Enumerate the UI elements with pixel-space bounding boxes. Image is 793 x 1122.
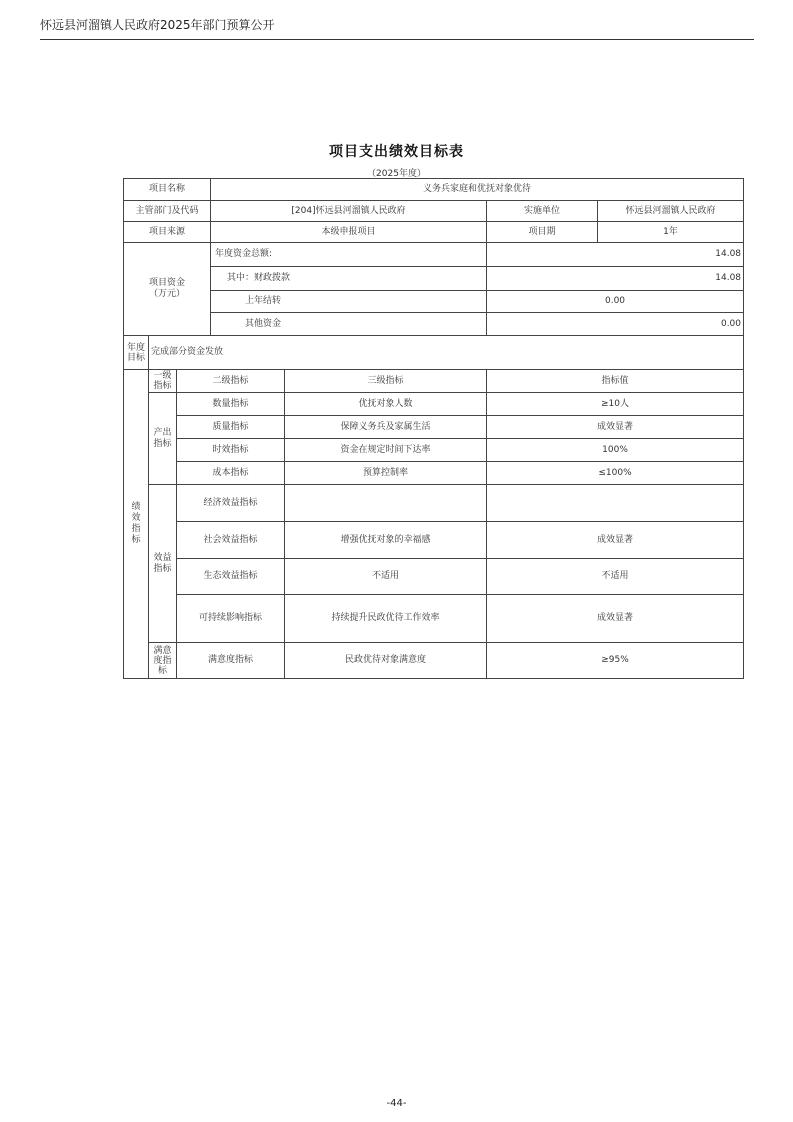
performance-table — [123, 178, 744, 679]
other-funds-label: 其他资金 — [211, 313, 487, 336]
output-level2: 数量指标 — [177, 393, 285, 416]
effect-level2: 生态效益指标 — [177, 559, 285, 595]
dept-value: [204]怀远县河溜镇人民政府 — [211, 201, 487, 222]
table-row — [124, 439, 744, 462]
table-row — [124, 522, 744, 559]
value-header: 指标值 — [487, 370, 744, 393]
effect-value — [487, 485, 744, 522]
source-label: 项目来源 — [124, 222, 211, 243]
page-number: -44- — [386, 1098, 407, 1109]
table-row — [124, 393, 744, 416]
fiscal-value: 14.08 — [487, 267, 744, 291]
output-value: 成效显著 — [487, 416, 744, 439]
row-total-funds — [124, 243, 744, 267]
row-other-funds — [124, 313, 744, 336]
output-level3: 预算控制率 — [285, 462, 487, 485]
period-label: 项目期 — [487, 222, 598, 243]
row-department — [124, 201, 744, 222]
output-value: 100% — [487, 439, 744, 462]
annual-goal-value: 完成部分资金发放 — [149, 336, 744, 370]
table-row — [124, 595, 744, 643]
perf-indicator-label: 绩 效 指 标 — [124, 370, 149, 679]
other-funds-value: 0.00 — [487, 313, 744, 336]
project-name-label: 项目名称 — [124, 179, 211, 201]
output-level3: 优抚对象人数 — [285, 393, 487, 416]
period-value: 1年 — [598, 222, 744, 243]
row-carryover — [124, 291, 744, 313]
output-level2: 成本指标 — [177, 462, 285, 485]
funds-label: 项目资金 （万元） — [124, 243, 211, 336]
output-indicator-label: 产出 指标 — [149, 393, 177, 485]
annual-goal-label: 年度 目标 — [124, 336, 149, 370]
satisfaction-level3: 民政优待对象满意度 — [285, 643, 487, 679]
effect-indicator-label: 效益 指标 — [149, 485, 177, 643]
effect-level3: 不适用 — [285, 559, 487, 595]
table-row — [124, 485, 744, 522]
output-value: ≥10人 — [487, 393, 744, 416]
satisfaction-level2: 满意度指标 — [177, 643, 285, 679]
level3-header: 三级指标 — [285, 370, 487, 393]
impl-unit-label: 实施单位 — [487, 201, 598, 222]
effect-level3 — [285, 485, 487, 522]
carryover-value: 0.00 — [487, 291, 744, 313]
total-funds-label: 年度资金总额: — [211, 243, 487, 267]
effect-level3: 增强优抚对象的幸福感 — [285, 522, 487, 559]
output-level3: 保障义务兵及家属生活 — [285, 416, 487, 439]
level1-header: 一级 指标 — [149, 370, 177, 393]
page-header: 怀远县河溜镇人民政府2025年部门预算公开 — [40, 18, 275, 32]
output-level2: 质量指标 — [177, 416, 285, 439]
effect-level3: 持续提升民政优待工作效率 — [285, 595, 487, 643]
effect-level2: 社会效益指标 — [177, 522, 285, 559]
carryover-label: 上年结转 — [211, 291, 487, 313]
total-funds-value: 14.08 — [487, 243, 744, 267]
effect-value: 成效显著 — [487, 595, 744, 643]
source-value: 本级申报项目 — [211, 222, 487, 243]
impl-unit-value: 怀远县河溜镇人民政府 — [598, 201, 744, 222]
table-row — [124, 462, 744, 485]
project-name-value: 义务兵家庭和优抚对象优待 — [211, 179, 744, 201]
row-indicator-headers — [124, 370, 744, 393]
output-level2: 时效指标 — [177, 439, 285, 462]
row-fiscal — [124, 267, 744, 291]
level2-header: 二级指标 — [177, 370, 285, 393]
table-title: 项目支出绩效目标表 — [329, 144, 464, 160]
output-level3: 资金在规定时间下达率 — [285, 439, 487, 462]
effect-value: 成效显著 — [487, 522, 744, 559]
header-divider — [40, 39, 754, 40]
effect-level2: 可持续影响指标 — [177, 595, 285, 643]
table-row — [124, 559, 744, 595]
table-row — [124, 416, 744, 439]
row-annual-goal — [124, 336, 744, 370]
row-project-name — [124, 179, 744, 201]
effect-value: 不适用 — [487, 559, 744, 595]
fiscal-label: 其中：财政拨款 — [211, 267, 487, 291]
output-value: ≤100% — [487, 462, 744, 485]
row-source — [124, 222, 744, 243]
effect-level2: 经济效益指标 — [177, 485, 285, 522]
table-row — [124, 643, 744, 679]
satisfaction-indicator-label: 满意 度指 标 — [149, 643, 177, 679]
table-subtitle: （2025年度） — [367, 169, 426, 179]
dept-label: 主管部门及代码 — [124, 201, 211, 222]
satisfaction-value: ≥95% — [487, 643, 744, 679]
